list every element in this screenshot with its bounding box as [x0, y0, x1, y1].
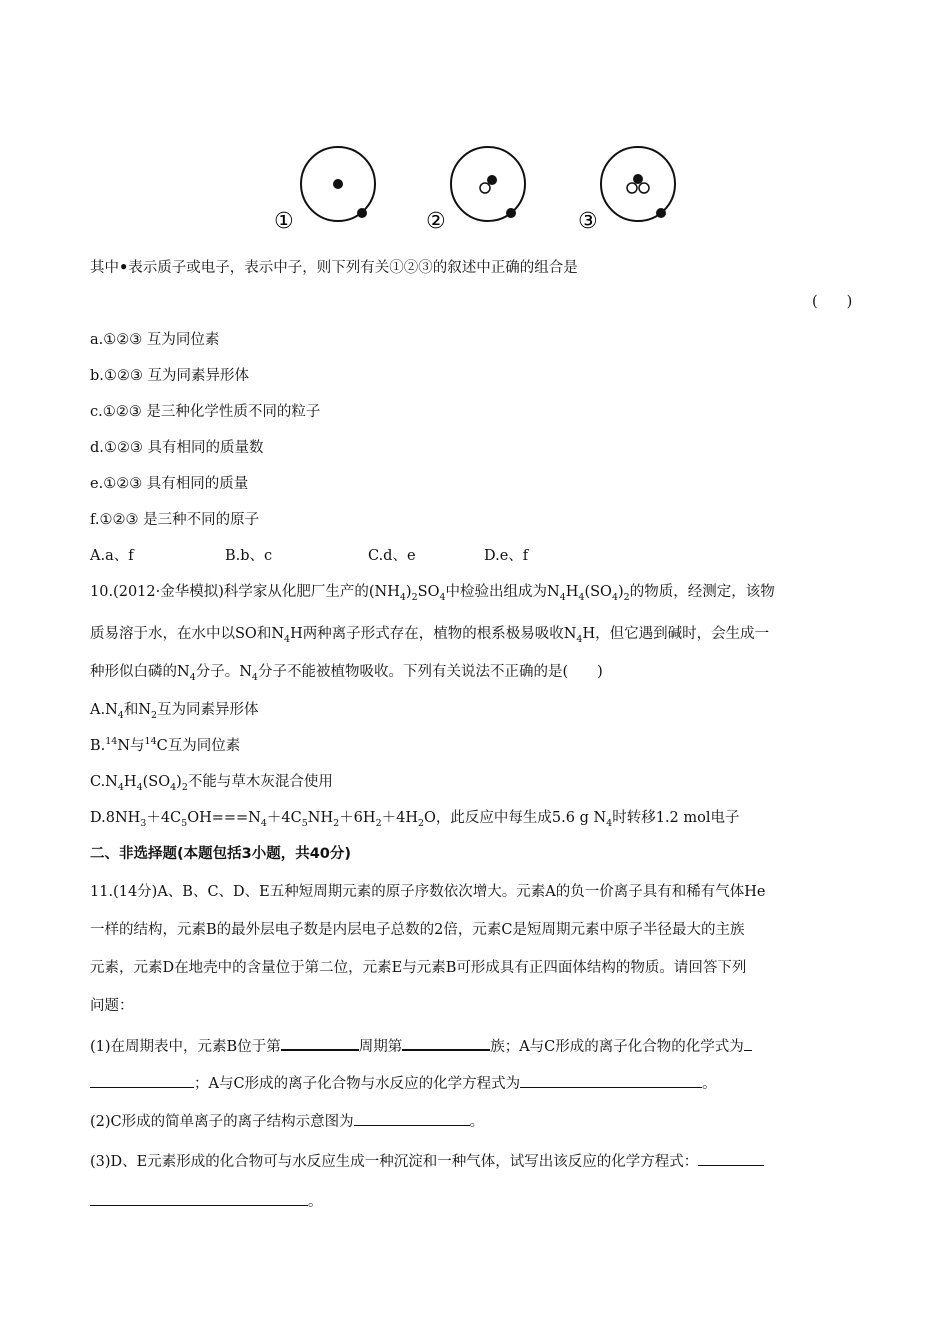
- stem-text-b: 表示质子或电子，表示中子，则下列有关①②③的叙述中正确的组合是: [128, 260, 578, 276]
- question-10-option-A: $A.N_4$和$N_2$互为同素异形体: [90, 702, 259, 721]
- atom-3-proton: [633, 174, 643, 184]
- option-c: c.①②③ 是三种化学性质不同的粒子: [90, 404, 321, 420]
- atom-diagrams: [270, 140, 690, 240]
- atom-1: [301, 147, 375, 221]
- atom-3-label: ③: [578, 209, 598, 234]
- atom-1-label: ①: [274, 209, 294, 234]
- question-11-part-3-line-2: 。: [90, 1190, 323, 1212]
- answer-blank-formula-start[interactable]: [744, 1035, 752, 1051]
- question-11-line-4: 问题：: [90, 998, 134, 1014]
- answer-parentheses: ( ): [812, 294, 853, 310]
- answer-blank-reaction-start[interactable]: [698, 1150, 764, 1166]
- question-11-line-2: 一样的结构，元素B的最外层电子数是内层电子总数的2倍，元素C是短周期元素中原子半径最大的主族: [90, 922, 745, 938]
- atom-3-neutron-b: [639, 183, 649, 193]
- atom-1-electron: [357, 208, 367, 218]
- question-11-part-3-line-1: (3)D、E元素形成的化合物可与水反应生成一种沉淀和一种气体，试写出该反应的化学方程式：: [90, 1150, 764, 1172]
- answer-blank-reaction[interactable]: [90, 1190, 308, 1206]
- question-11-line-3: 元素，元素D在地壳中的含量位于第二位，元素E与元素B可形成具有正四面体结构的物质。请回答下列: [90, 960, 747, 976]
- section-2-heading: 二、非选择题(本题包括3小题，共40分): [90, 846, 352, 862]
- question-10-option-B: B.$^{14}$N与$^{14}$C互为同位素: [90, 736, 241, 754]
- answer-blank-ion-diagram[interactable]: [354, 1110, 470, 1126]
- stem-text-a: 其中: [90, 260, 119, 276]
- atom-2-label: ②: [426, 209, 446, 234]
- question-9-stem: [90, 258, 578, 278]
- question-10-line-2: 质易溶于水，在水中以SO和$N_4H$两种离子形式存在，植物的根系极易吸收$N_4H$，但它遇到碱时，会生成一: [90, 626, 770, 645]
- question-10-option-D: $D.8NH_3+4C_5OH===N_4+4C_5NH_2+6H_2+4H_2O$，此反应中每生成5.6 g $N_4$时转移1.2 mol电子: [90, 810, 740, 829]
- option-d: d.①②③ 具有相同的质量数: [90, 440, 264, 456]
- answer-blank-group[interactable]: [402, 1034, 490, 1051]
- question-11-part-1-line-2: ；A与C形成的离子化合物与水反应的化学方程式为 。: [90, 1072, 717, 1094]
- choice-C: C.d、e: [368, 548, 416, 564]
- option-f: f.①②③ 是三种不同的原子: [90, 512, 260, 528]
- question-10-option-C: $C.N_4H_4(SO_4)_2$不能与草木灰混合使用: [90, 774, 333, 793]
- dot-symbol: •: [119, 259, 129, 276]
- question-11-line-1: 11.(14分)A、B、C、D、E五种短周期元素的原子序数依次增大。元素A的负一价离子具有和稀有气体He: [90, 884, 766, 900]
- option-a: a.①②③ 互为同位素: [90, 332, 220, 348]
- choice-D: D.e、f: [484, 548, 529, 564]
- atom-2: [451, 147, 525, 221]
- question-10-line-3: 种形似白磷的$N_4$分子。$N_4$分子不能被植物吸收。下列有关说法不正确的是( ): [90, 664, 603, 683]
- question-11-part-2: (2)C形成的简单离子的离子结构示意图为 。: [90, 1110, 484, 1132]
- atom-3-neutron-a: [627, 183, 637, 193]
- choice-A: A.a、f: [90, 548, 134, 564]
- atom-3-electron: [656, 208, 666, 218]
- option-b: b.①②③ 互为同素异形体: [90, 368, 249, 384]
- answer-blank-formula[interactable]: [90, 1072, 194, 1088]
- atom-1-proton: [333, 179, 343, 189]
- atom-3: [601, 147, 675, 221]
- atom-2-electron: [506, 208, 516, 218]
- atom-2-neutron: [480, 183, 490, 193]
- question-11-part-1-line-1: (1)在周期表中，元素B位于第 周期第 族；A与C形成的离子化合物的化学式为: [90, 1034, 752, 1057]
- question-10-line-1: 10.(2012·金华模拟)科学家从化肥厂生产的$(NH_4)_2SO_4$中检验出组成为$N_4H_4(SO_4)_2$的物质，经测定，该物: [90, 584, 775, 603]
- answer-blank-period[interactable]: [281, 1034, 359, 1051]
- answer-blank-equation[interactable]: [520, 1072, 702, 1088]
- option-e: e.①②③ 具有相同的质量: [90, 476, 249, 492]
- choice-B: B.b、c: [225, 548, 273, 564]
